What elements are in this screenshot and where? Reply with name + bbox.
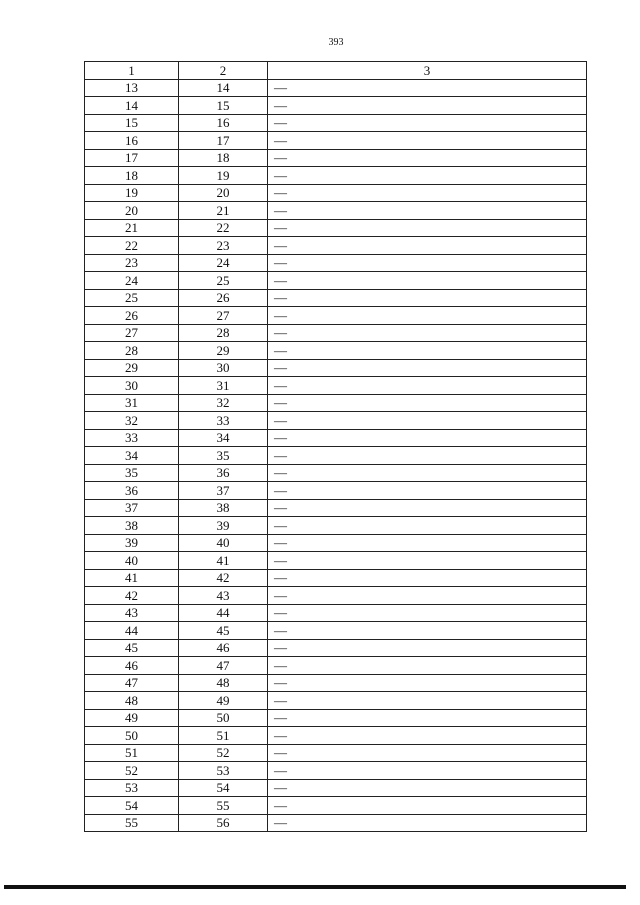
table-cell-col2: 39 <box>179 517 268 535</box>
table-cell-col3: — <box>268 412 587 430</box>
table-header-row <box>85 62 587 80</box>
table-cell-col2: 43 <box>179 587 268 605</box>
column-header-2: 2 <box>179 62 268 80</box>
table-row <box>85 254 587 272</box>
table-cell-col3: — <box>268 202 587 220</box>
table-row <box>85 517 587 535</box>
table-cell-col1: 45 <box>85 639 179 657</box>
table-row <box>85 657 587 675</box>
table-cell-col3: — <box>268 639 587 657</box>
table-cell-col1: 30 <box>85 377 179 395</box>
table-cell-col3: — <box>268 219 587 237</box>
table-cell-col3: — <box>268 289 587 307</box>
table-cell-col3: — <box>268 79 587 97</box>
table-row <box>85 79 587 97</box>
table-cell-col3: — <box>268 709 587 727</box>
table-cell-col1: 16 <box>85 132 179 150</box>
table-cell-col2: 55 <box>179 797 268 815</box>
table-cell-col3: — <box>268 254 587 272</box>
column-header-3: 3 <box>268 62 587 80</box>
table-row <box>85 587 587 605</box>
table-cell-col2: 35 <box>179 447 268 465</box>
table-cell-col3: — <box>268 237 587 255</box>
table-cell-col3: — <box>268 499 587 517</box>
table-cell-col1: 25 <box>85 289 179 307</box>
table-cell-col2: 42 <box>179 569 268 587</box>
table-cell-col1: 26 <box>85 307 179 325</box>
table-cell-col3: — <box>268 569 587 587</box>
table-cell-col2: 17 <box>179 132 268 150</box>
table-row <box>85 797 587 815</box>
table-row <box>85 569 587 587</box>
table-cell-col3: — <box>268 692 587 710</box>
table-cell-col2: 22 <box>179 219 268 237</box>
table-cell-col2: 48 <box>179 674 268 692</box>
table-cell-col2: 44 <box>179 604 268 622</box>
table-row <box>85 779 587 797</box>
table-cell-col1: 55 <box>85 814 179 832</box>
table-cell-col3: — <box>268 149 587 167</box>
table-body <box>85 79 587 832</box>
page-number: 393 <box>328 37 344 48</box>
table-cell-col2: 47 <box>179 657 268 675</box>
table-cell-col1: 39 <box>85 534 179 552</box>
table-cell-col3: — <box>268 114 587 132</box>
table-row <box>85 394 587 412</box>
table-cell-col3: — <box>268 184 587 202</box>
table-row <box>85 342 587 360</box>
table-cell-col1: 50 <box>85 727 179 745</box>
table-cell-col1: 27 <box>85 324 179 342</box>
table-cell-col2: 36 <box>179 464 268 482</box>
table-cell-col3: — <box>268 377 587 395</box>
table-cell-col3: — <box>268 727 587 745</box>
table-row <box>85 132 587 150</box>
table-row <box>85 237 587 255</box>
table-cell-col1: 15 <box>85 114 179 132</box>
table-cell-col2: 41 <box>179 552 268 570</box>
table-cell-col1: 44 <box>85 622 179 640</box>
table-cell-col1: 13 <box>85 79 179 97</box>
table-cell-col3: — <box>268 814 587 832</box>
table-cell-col3: — <box>268 342 587 360</box>
table-row <box>85 167 587 185</box>
table-row <box>85 97 587 115</box>
table-cell-col3: — <box>268 272 587 290</box>
table-cell-col2: 52 <box>179 744 268 762</box>
table-cell-col1: 20 <box>85 202 179 220</box>
table-cell-col2: 23 <box>179 237 268 255</box>
table-row <box>85 727 587 745</box>
table-cell-col1: 41 <box>85 569 179 587</box>
table-row <box>85 762 587 780</box>
table-cell-col1: 14 <box>85 97 179 115</box>
table-row <box>85 709 587 727</box>
table-cell-col1: 31 <box>85 394 179 412</box>
table-cell-col3: — <box>268 394 587 412</box>
table-row <box>85 482 587 500</box>
table-cell-col2: 53 <box>179 762 268 780</box>
table-cell-col1: 23 <box>85 254 179 272</box>
table-row <box>85 184 587 202</box>
table-cell-col1: 19 <box>85 184 179 202</box>
table-row <box>85 447 587 465</box>
table-row <box>85 604 587 622</box>
table-row <box>85 114 587 132</box>
table-cell-col2: 45 <box>179 622 268 640</box>
table-cell-col2: 16 <box>179 114 268 132</box>
table-row <box>85 289 587 307</box>
table-cell-col2: 18 <box>179 149 268 167</box>
table-row <box>85 219 587 237</box>
table-row <box>85 202 587 220</box>
table-row <box>85 639 587 657</box>
table-row <box>85 412 587 430</box>
table-row <box>85 307 587 325</box>
table-cell-col1: 52 <box>85 762 179 780</box>
table-cell-col2: 28 <box>179 324 268 342</box>
table-cell-col2: 20 <box>179 184 268 202</box>
table-cell-col1: 40 <box>85 552 179 570</box>
table-cell-col3: — <box>268 587 587 605</box>
table-cell-col2: 34 <box>179 429 268 447</box>
table-cell-col3: — <box>268 797 587 815</box>
table-row <box>85 674 587 692</box>
table-cell-col3: — <box>268 132 587 150</box>
table-cell-col2: 49 <box>179 692 268 710</box>
table-cell-col1: 42 <box>85 587 179 605</box>
table-cell-col2: 25 <box>179 272 268 290</box>
table-cell-col1: 37 <box>85 499 179 517</box>
table-cell-col2: 51 <box>179 727 268 745</box>
table-row <box>85 499 587 517</box>
table-cell-col3: — <box>268 622 587 640</box>
table-row <box>85 377 587 395</box>
table-cell-col1: 29 <box>85 359 179 377</box>
table-cell-col3: — <box>268 307 587 325</box>
table-row <box>85 324 587 342</box>
table-cell-col3: — <box>268 534 587 552</box>
table-cell-col2: 27 <box>179 307 268 325</box>
table-cell-col1: 21 <box>85 219 179 237</box>
table-cell-col3: — <box>268 517 587 535</box>
table-cell-col2: 50 <box>179 709 268 727</box>
table-row <box>85 814 587 832</box>
table-cell-col3: — <box>268 657 587 675</box>
table-cell-col2: 37 <box>179 482 268 500</box>
table-cell-col2: 29 <box>179 342 268 360</box>
table-cell-col3: — <box>268 482 587 500</box>
table-cell-col1: 54 <box>85 797 179 815</box>
table-cell-col1: 24 <box>85 272 179 290</box>
table-cell-col2: 21 <box>179 202 268 220</box>
table-row <box>85 149 587 167</box>
table-cell-col1: 18 <box>85 167 179 185</box>
table-cell-col1: 34 <box>85 447 179 465</box>
table-cell-col1: 47 <box>85 674 179 692</box>
table-cell-col2: 32 <box>179 394 268 412</box>
table-row <box>85 692 587 710</box>
table-cell-col1: 53 <box>85 779 179 797</box>
table-cell-col2: 24 <box>179 254 268 272</box>
table-cell-col2: 14 <box>179 79 268 97</box>
table-cell-col3: — <box>268 324 587 342</box>
table-row <box>85 552 587 570</box>
table-cell-col1: 48 <box>85 692 179 710</box>
table-row <box>85 429 587 447</box>
table-cell-col3: — <box>268 779 587 797</box>
table-row <box>85 464 587 482</box>
column-header-1: 1 <box>85 62 179 80</box>
table-cell-col2: 33 <box>179 412 268 430</box>
table-cell-col2: 38 <box>179 499 268 517</box>
table-cell-col2: 40 <box>179 534 268 552</box>
table-cell-col1: 32 <box>85 412 179 430</box>
table-cell-col3: — <box>268 429 587 447</box>
table-row <box>85 272 587 290</box>
table-cell-col2: 46 <box>179 639 268 657</box>
table-row <box>85 359 587 377</box>
table-cell-col2: 31 <box>179 377 268 395</box>
table-cell-col3: — <box>268 167 587 185</box>
bottom-rule <box>4 885 626 889</box>
table-cell-col3: — <box>268 552 587 570</box>
table-cell-col1: 43 <box>85 604 179 622</box>
table-cell-col2: 19 <box>179 167 268 185</box>
table-row <box>85 622 587 640</box>
table-cell-col1: 46 <box>85 657 179 675</box>
table-cell-col3: — <box>268 447 587 465</box>
table-cell-col3: — <box>268 604 587 622</box>
table-cell-col3: — <box>268 97 587 115</box>
table-cell-col2: 26 <box>179 289 268 307</box>
table-row <box>85 744 587 762</box>
table-cell-col1: 33 <box>85 429 179 447</box>
table-row <box>85 534 587 552</box>
table-cell-col1: 35 <box>85 464 179 482</box>
table-cell-col1: 22 <box>85 237 179 255</box>
table-cell-col2: 54 <box>179 779 268 797</box>
table-cell-col1: 17 <box>85 149 179 167</box>
table-cell-col1: 36 <box>85 482 179 500</box>
table-cell-col1: 28 <box>85 342 179 360</box>
table-cell-col1: 49 <box>85 709 179 727</box>
table-cell-col2: 15 <box>179 97 268 115</box>
table-cell-col2: 30 <box>179 359 268 377</box>
table-cell-col3: — <box>268 744 587 762</box>
table-cell-col3: — <box>268 674 587 692</box>
table-cell-col3: — <box>268 464 587 482</box>
table-cell-col2: 56 <box>179 814 268 832</box>
table-cell-col1: 38 <box>85 517 179 535</box>
table-cell-col3: — <box>268 762 587 780</box>
table-cell-col3: — <box>268 359 587 377</box>
data-table <box>84 61 587 832</box>
table-cell-col1: 51 <box>85 744 179 762</box>
